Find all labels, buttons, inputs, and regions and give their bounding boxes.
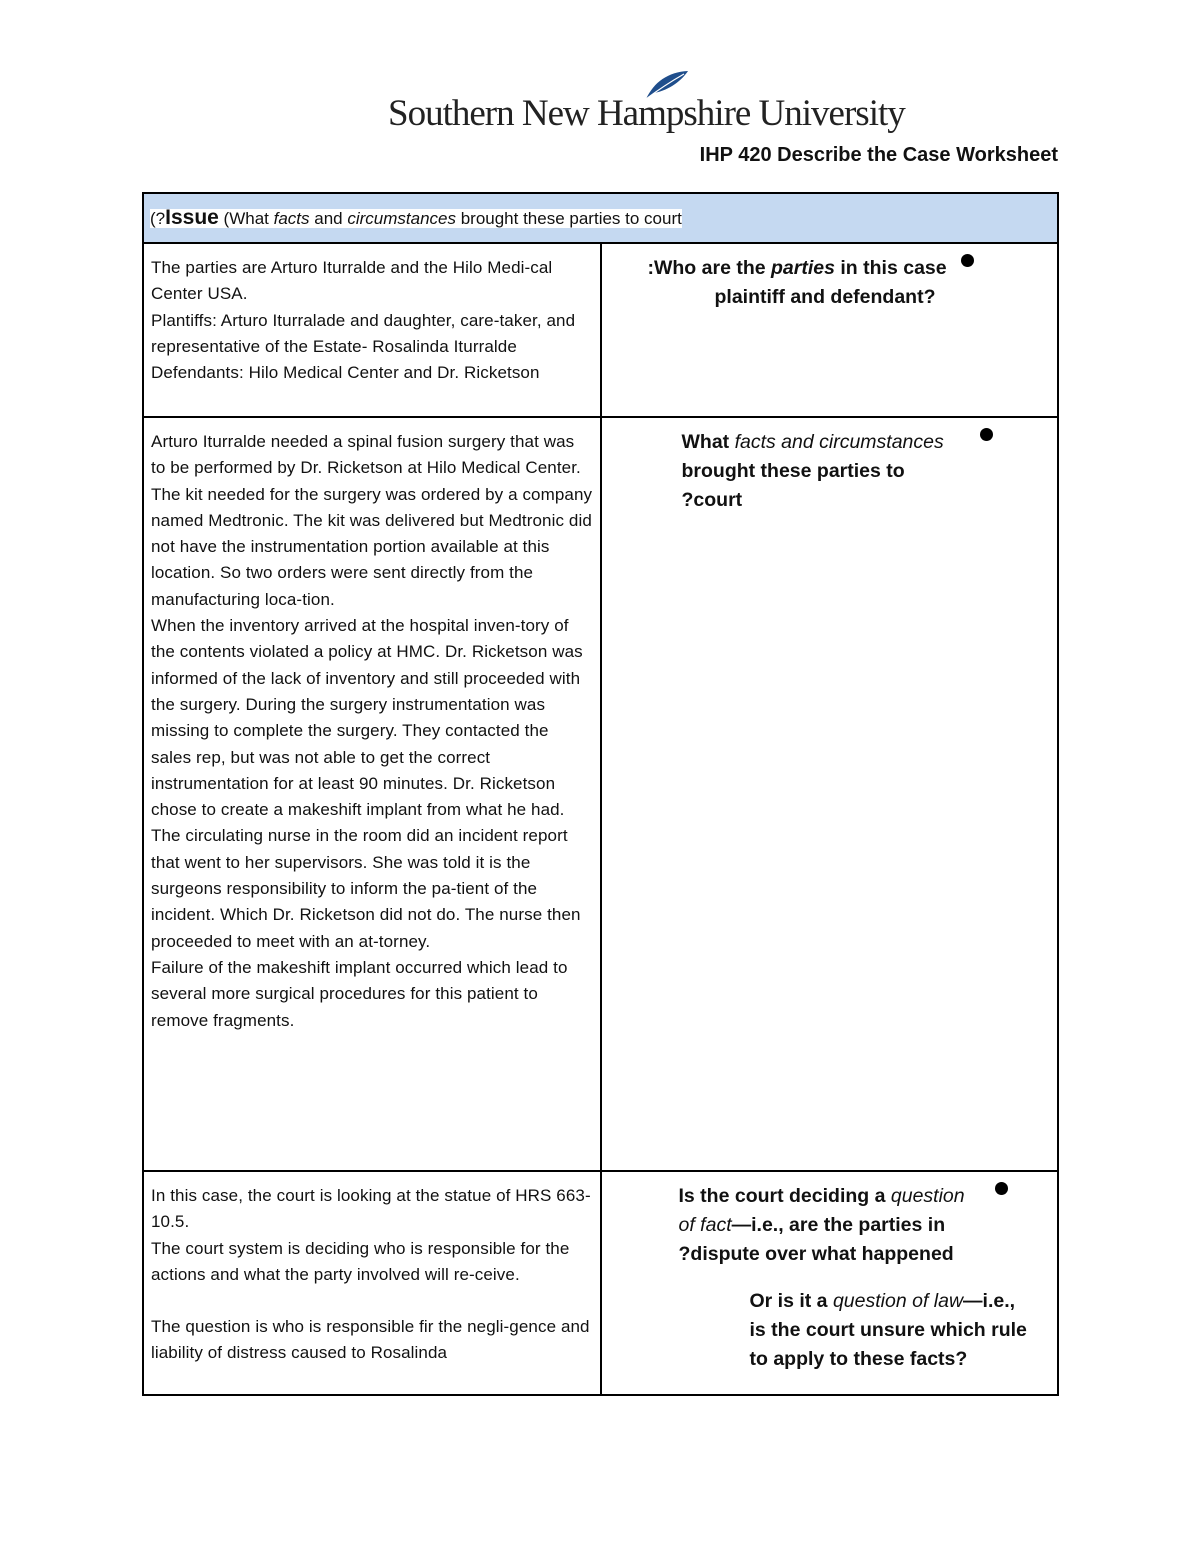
bullet-icon xyxy=(995,1182,1008,1195)
university-name: Southern New Hampshire University xyxy=(388,93,905,134)
facts-prompt-cell xyxy=(601,417,1059,1171)
worksheet-title: IHP 420 Describe the Case Worksheet xyxy=(699,144,1058,166)
facts-prompt: What facts and circumstances brought these parties to ?court xyxy=(602,418,1058,515)
issue-highlight: (?Issue (What facts and circumstances brought these parties to court xyxy=(150,206,682,229)
answer-paragraph: When the inventory arrived at the hospital inven-tory of the contents violated a policy at HMC. Dr. Ricketson was informed of the lack of inventory and still proceeded with the surgery. During the surgery instrumentation was missing to complete the surgery. They contacted the sales rep, but was not able to get the correct instrumentation for at least 90 minutes. Dr. Ricketson chose to create a makeshift implant from what he had. xyxy=(151,616,583,820)
answer-paragraph: The court system is deciding who is responsible for the actions and what the party involved will re-ceive. xyxy=(151,1238,570,1284)
facts-row xyxy=(143,417,1058,1171)
issue-header-text xyxy=(144,194,1057,230)
quill-leaf-icon xyxy=(644,70,690,100)
issue-header-cell xyxy=(143,193,1058,243)
question-row xyxy=(143,1171,1058,1395)
answer-paragraph: Arturo Iturralde needed a spinal fusion surgery that was to be performed by Dr. Ricketson at Hilo Medical Center. xyxy=(151,432,581,478)
answer-paragraph: The question is who is responsible fir the negli-gence and liability of distress caused to Rosalinda xyxy=(151,1317,590,1363)
question-of-fact-prompt: Is the court deciding a question of fact—i.e., are the parties in ?dispute over what happened xyxy=(602,1172,1058,1269)
parties-prompt: :Who are the parties in this case plaintiff and defendant? xyxy=(602,244,1058,312)
answer-paragraph: In this case, the court is looking at the statue of HRS 663-10.5. xyxy=(151,1186,591,1232)
answer-paragraph: Failure of the makeshift implant occurred which lead to several more surgical procedures for this patient to remove fragments. xyxy=(151,957,568,1030)
issue-header-row xyxy=(143,193,1058,243)
issue-label: Issue xyxy=(165,206,219,229)
question-of-law-prompt: Or is it a question of law—i.e., is the court unsure which rule to apply to these facts? xyxy=(749,1290,1027,1370)
question-prompt-cell xyxy=(601,1171,1059,1395)
parties-prompt-cell xyxy=(601,243,1059,417)
university-logo xyxy=(388,70,905,136)
parties-answer-cell xyxy=(143,243,601,417)
answer-paragraph: The parties are Arturo Iturralde and the Hilo Medi-cal Center USA. xyxy=(151,258,553,304)
answer-paragraph: The circulating nurse in the room did an incident report that went to her supervisors. She was told it is the surgeons responsibility to inform the pa-tient of the incident. Which Dr. Ricketson did not do. The nurse then proceeded to meet with an at-torney. xyxy=(151,826,581,951)
case-worksheet-table xyxy=(142,192,1059,1396)
bullet-icon xyxy=(980,428,993,441)
parties-row xyxy=(143,243,1058,417)
question-answer-cell xyxy=(143,1171,601,1395)
bullet-icon xyxy=(961,254,974,267)
answer-paragraph: Plantiffs: Arturo Iturralade and daughter, care-taker, and representative of the Estate- Rosalinda Iturralde xyxy=(151,310,576,356)
answer-paragraph: Defendants: Hilo Medical Center and Dr. Ricketson xyxy=(151,363,540,383)
facts-answer-cell xyxy=(143,417,601,1171)
answer-paragraph: The kit needed for the surgery was ordered by a company named Medtronic. The kit was delivered but Medtronic did not have the instrumentation portion available at this location. So two orders were sent directly from the manufacturing loca-tion. xyxy=(151,484,593,609)
